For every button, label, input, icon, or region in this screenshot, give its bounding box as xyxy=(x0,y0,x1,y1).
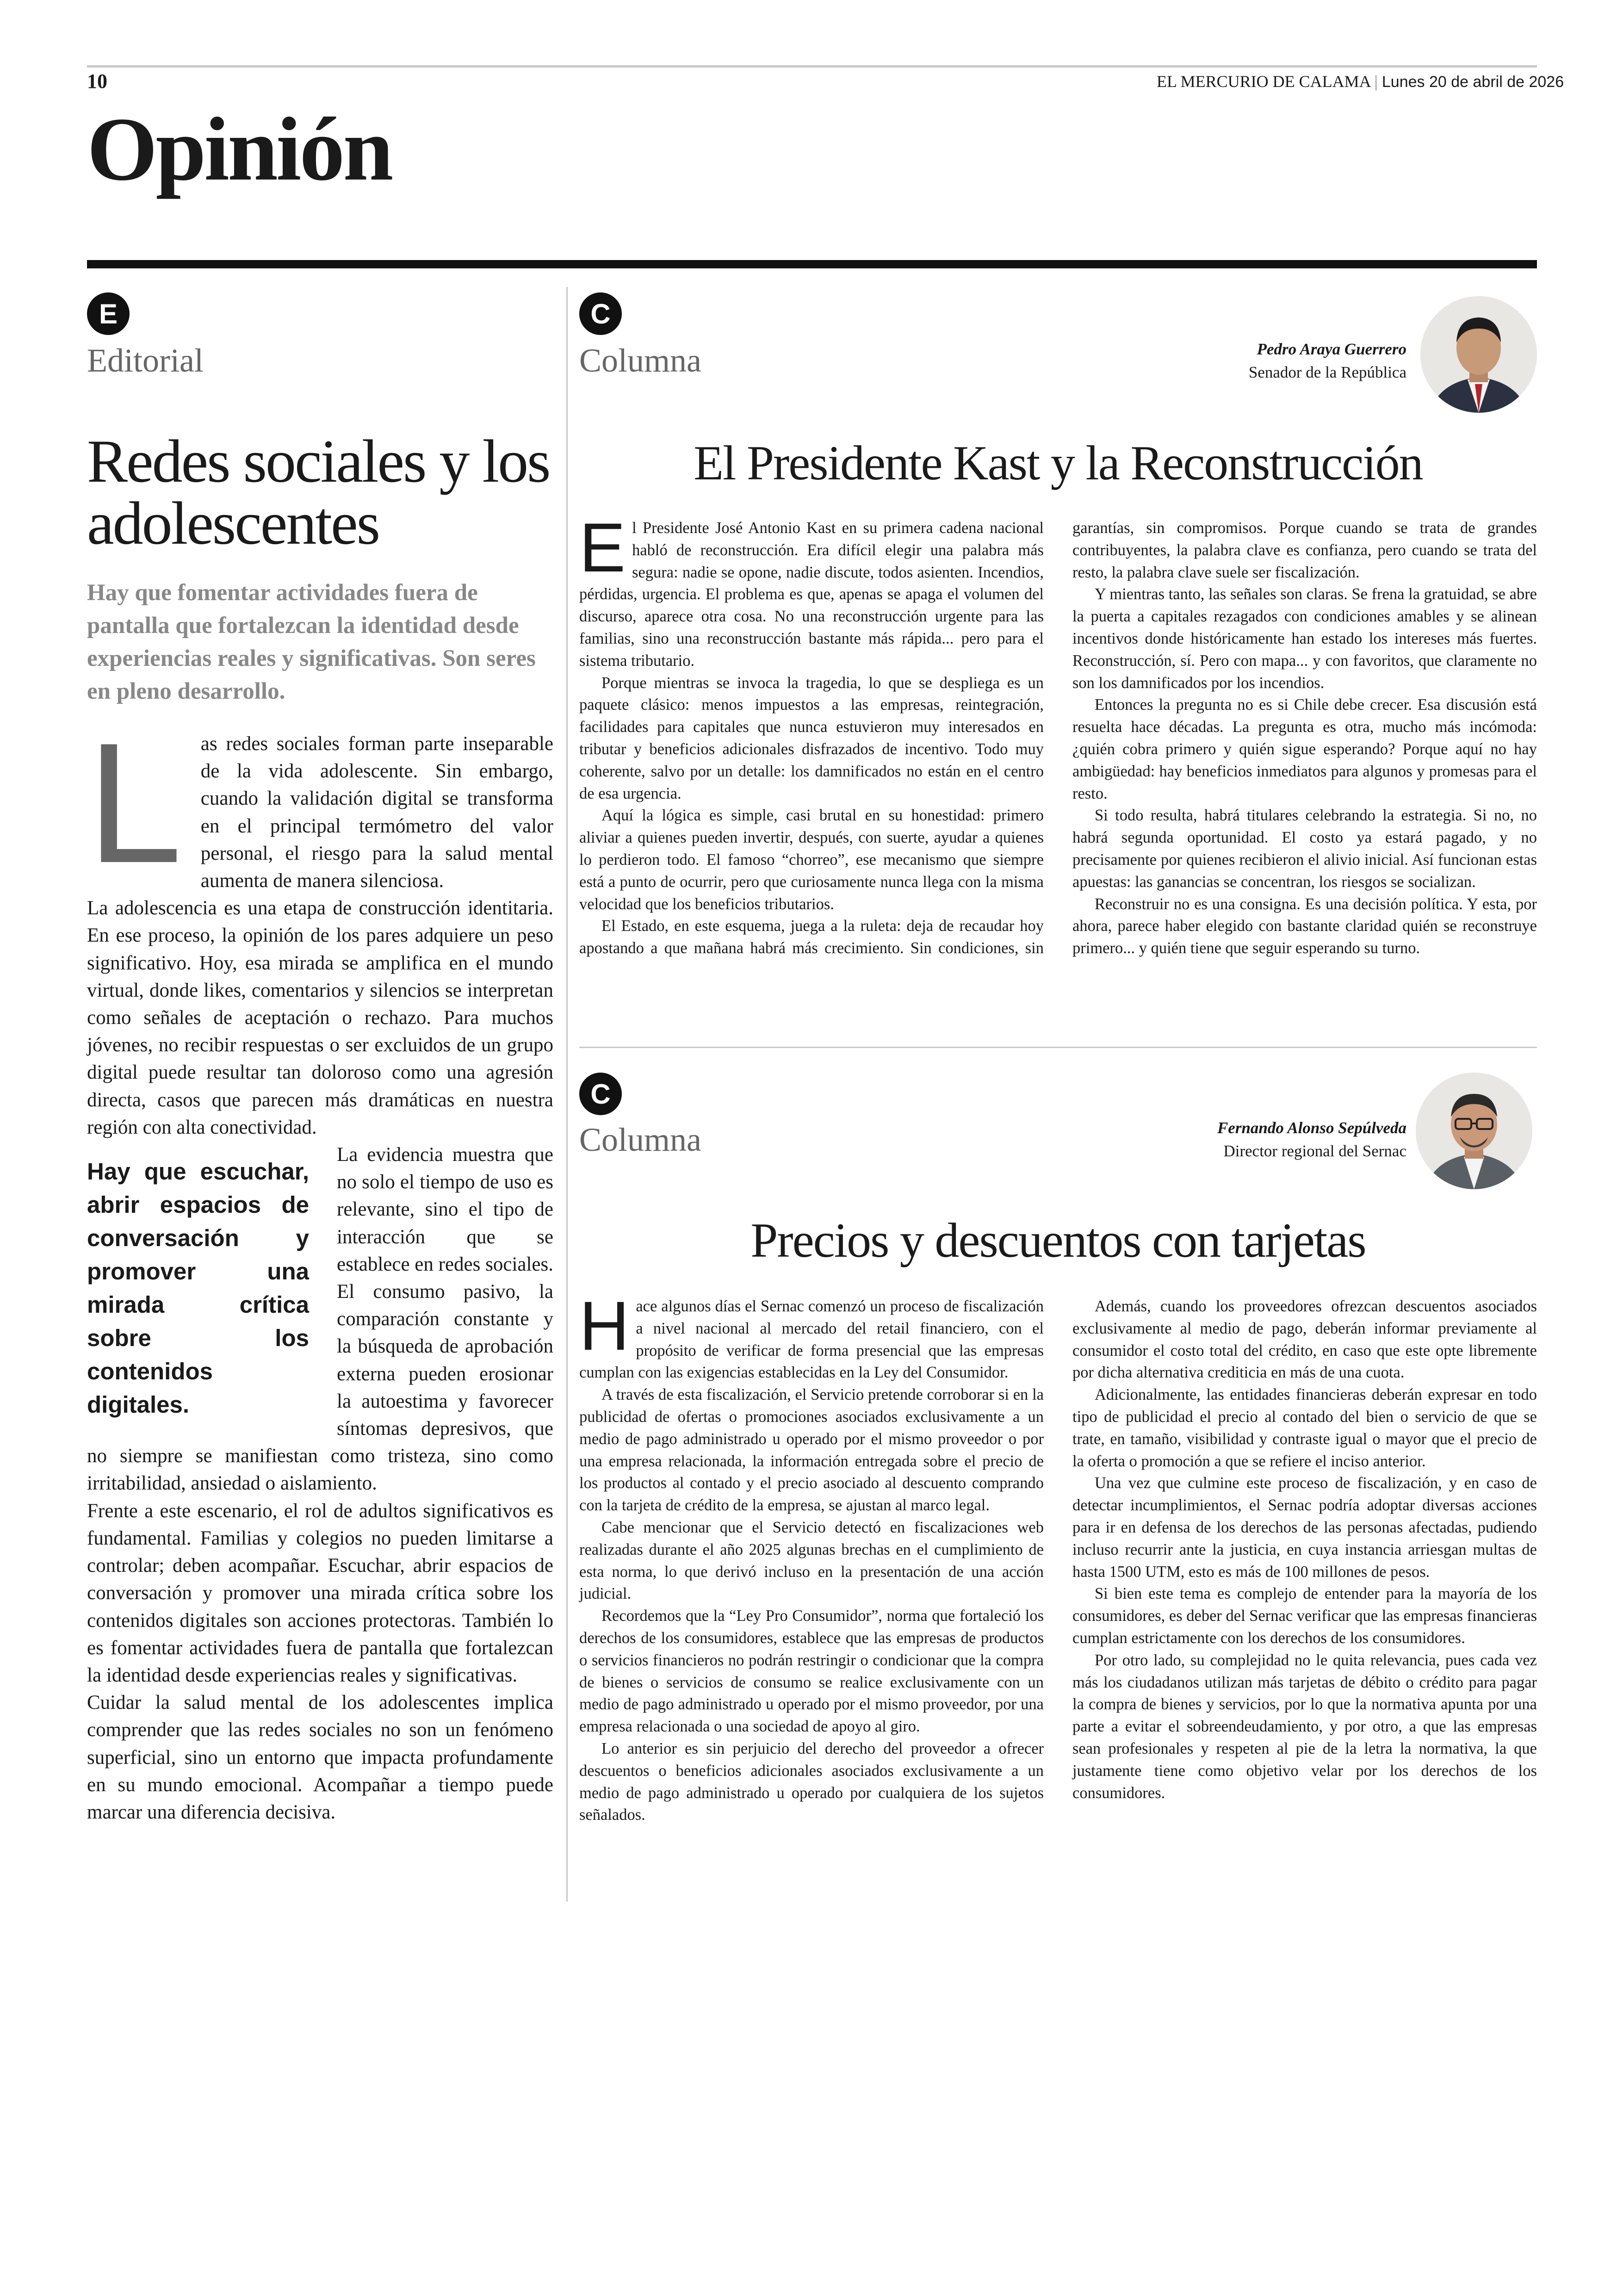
column2-badge: C xyxy=(579,1073,622,1115)
column1-paragraph: Aquí la lógica es simple, casi brutal en su honestidad: primero aliviar a quienes pueden invertir, después, con suerte, ayudar a quienes lo perdieron todo. El famoso “chorreo”, ese mecanismo que siempre está a punto de ocurrir, pero que curiosamente nunca llega con la misma velocidad que los beneficios tributarios. xyxy=(579,807,1044,913)
column2-paragraph: Adicionalmente, las entidades financieras deberán expresar en todo tipo de publicidad el precio al contado del bien o servicio de que se trate, en tamaño, visibilidad y contraste igual o mayor que el precio de la oferta o promoción a que se refiere el inciso anterior. xyxy=(1072,1386,1537,1470)
column-divider xyxy=(566,287,568,1902)
column1-author: Pedro Araya Guerrero xyxy=(1257,340,1406,358)
column2-paragraph: Por otro lado, su complejidad no le quita relevancia, pues cada vez más los ciudadanos utilizan más tarjetas de débito o crédito para pagar la compra de bienes y servicios, por lo que la normativa apunta por una parte a evitar el sobreendeudamiento, y por otro, a que las empresas sean profesionales y respeten al pie de la letra la normativa, la que justamente tiene como objetivo velar por los derechos de los consumidores. xyxy=(1072,1651,1537,1802)
column1-author-role: Senador de la República xyxy=(1248,363,1406,381)
column2-paragraph: Lo anterior es sin perjuicio del derecho del proveedor a ofrecer descuentos o beneficios adicionales asociados exclusivamente a un medio de pago administrado u operado por cualquiera de los sujetos señalados. xyxy=(579,1739,1044,1824)
column2-author: Fernando Alonso Sepúlveda xyxy=(1217,1119,1406,1137)
editorial-paragraph: Cuidar la salud mental de los adolescentes implica comprender que las redes sociales no son un fenómeno superficial, sino un entorno que impacta profundamente en su mundo emocional. Acompañar a tiempo puede marcar una diferencia decisiva. xyxy=(87,1692,553,1823)
column1-dropcap: E xyxy=(579,509,626,586)
column2-paragraph: Si bien este tema es complejo de entender para la mayoría de los consumidores, es deber del Sernac verificar que las empresas financieras cumplan estrictamente con los derechos de los consumidores. xyxy=(1072,1585,1537,1647)
column1-paragraph: Entonces la pregunta no es si Chile debe crecer. Esa discusión está resuelta hace décadas. La pregunta es otra, mucho más incómoda: ¿quién cobra primero y quién sigue esperando? Porque aquí no hay ambigüedad: hay beneficios inmediatos para algunos y promesas para el resto. xyxy=(1072,696,1537,802)
column2-paragraph: Además, cuando los proveedores ofrezcan descuentos asociados exclusivamente al medio de pago, deberán informar previamente al consumidor el costo total del crédito, en caso que este opte libremente por dicha alternativa crediticia en más de una cuota. xyxy=(1072,1297,1537,1382)
section-divider xyxy=(87,260,1537,268)
editorial-pullquote: Hay que escuchar, abrir espacios de conversación y promover una mirada crítica sobre los contenidos digitales. xyxy=(87,1158,309,1418)
editorial-badge: E xyxy=(87,292,130,335)
column2-paragraph: Una vez que culmine este proceso de fiscalización, y en caso de detectar incumplimientos, el Sernac podría adoptar diversas acciones para ir en defensa de los derechos de las personas afectadas, pudiendo incluso recurrir ante la justicia, en cuya instancia arriesgan multas de hasta 1500 UTM, esto es más de 100 millones de pesos. xyxy=(1072,1474,1537,1581)
column2-paragraph: A través de esta fiscalización, el Servicio pretende corroborar si en la publicidad de ofertas o promociones asociados exclusivamente a un medio de pago administrado u operado por el mismo proveedor o por una empresa relacionada, la información entregada sobre el precio de los productos al contado y el precio asociado al descuento comprando con la tarjeta de crédito de la empresa, se ajustan al marco legal. xyxy=(579,1386,1044,1514)
column2-kicker: Columna xyxy=(579,1121,701,1158)
column1-body xyxy=(579,509,1537,1038)
column2-dropcap: H xyxy=(579,1287,630,1365)
editorial-paragraph: as redes sociales forman parte inseparable de la vida adolescente. Sin embargo, cuando la validación digital se transforma en el principal termómetro del valor personal, el riesgo para la salud mental aumenta de manera silenciosa. xyxy=(200,733,553,892)
column1-badge: C xyxy=(579,292,622,335)
editorial-paragraph: Frente a este escenario, el rol de adultos significativos es fundamental. Familias y colegios no pueden limitarse a controlar; deben acompañar. Escuchar, abrir espacios de conversación y promover una mirada crítica sobre los contenidos digitales son acciones protectoras. También lo es fomentar actividades fuera de pantalla que fortalezcan la identidad desde experiencias reales y significativas. xyxy=(87,1500,553,1686)
column1-kicker: Columna xyxy=(579,342,701,379)
masthead xyxy=(1157,72,1564,91)
editorial-lede: Hay que fomentar actividades fuera de pantalla que fortalezcan la identidad desde experiencias reales y significativas. Son seres en pleno desarrollo. xyxy=(87,580,536,704)
editorial-paragraph: La adolescencia es una etapa de construcción identitaria. En ese proceso, la opinión de los pares adquiere un peso significativo. Hoy, esa mirada se amplifica en el mundo virtual, donde likes, comentarios y silencios se interpretan como señales de aceptación o rechazo. Para muchos jóvenes, no recibir respuestas o ser excluidos de un grupo digital puede resultar tan doloroso como una agresión directa, casos que parecen más dramáticas en nuestra región con alta conectividad. xyxy=(87,897,553,1138)
editorial-dropcap: L xyxy=(87,707,182,899)
column2-headline: Precios y descuentos con tarjetas xyxy=(750,1213,1366,1267)
column2-paragraph: Hace algunos días el Sernac comenzó un proceso de fiscalización a nivel nacional al mercado del retail financiero, con el propósito de verificar de forma presencial que las empresas cumplan con las exigencias establecidas en la Ley del Consumidor. xyxy=(579,1287,1044,1382)
editorial-kicker: Editorial xyxy=(87,342,204,379)
column1-author-photo xyxy=(1420,296,1537,413)
column1-paragraph: Porque mientras se invoca la tragedia, lo que se despliega es un paquete clásico: menos impuestos a las empresas, reintegración, facilidades para capitales que nunca estuvieron muy interesados en tributar y beneficios adicionales disfrazados de incentivo. Todo muy coherente, salvo por un detalle: los damnificados no están en el centro de esa urgencia. xyxy=(579,674,1044,802)
column1-paragraph: El Estado, en este esquema, juega a la ruleta: deja de recaudar hoy apostando a que mañana habrá más crecimiento. Sin condiciones, sin garantías, sin compromisos. Porque cuando se trata de grandes contribuyentes, la palabra clave es confianza, pero cuando se trata del resto, la palabra clave suele ser fiscalización. xyxy=(579,519,1537,957)
masthead-separator: | xyxy=(1374,72,1378,91)
editorial-body xyxy=(87,707,553,1826)
editorial-paragraph: La evidencia muestra que no solo el tiempo de uso es relevante, sino el tipo de interacción que se establece en redes sociales. El consumo pasivo, la comparación constante y la búsqueda de aprobación externa pueden erosionar la autoestima y favorecer síntomas depresivos, que no siempre se manifiestan como tristeza, sino como irritabilidad, ansiedad o aislamiento. xyxy=(87,1144,553,1495)
editorial-headline: Redes sociales y los adolescentes xyxy=(87,427,550,557)
column2-author-role: Director regional del Sernac xyxy=(1223,1142,1406,1160)
top-rule xyxy=(87,65,1537,68)
section-title: Opinión xyxy=(87,99,392,199)
newspaper-name: EL MERCURIO DE CALAMA xyxy=(1157,72,1370,91)
column1-paragraph: El Presidente José Antonio Kast en su primera cadena nacional habló de reconstrucción. Era difícil elegir una palabra más segura: nadie se opone, nadie discute, todos asienten. Incendios, pérdidas, urgencia. El problema es que, apenas se apaga el volumen del discurso, aparece otra cosa. No una reconstrucción urgente para las familias, sino una reconstrucción bastante más rápida... pero para el sistema tributario. xyxy=(579,509,1044,670)
column2-paragraph: Cabe mencionar que el Servicio detectó en fiscalizaciones web realizadas durante el año 2025 algunas brechas en el cumplimiento de esta norma, lo que derivó incluso en la presentación de una acción judicial. xyxy=(579,1518,1044,1603)
column2-author-photo xyxy=(1416,1073,1532,1189)
column1-paragraph: Reconstruir no es una consigna. Es una decisión política. Y esta, por ahora, parece haber elegido con bastante claridad quién se reconstruye primero... y quién tiene que seguir esperando su turno. xyxy=(1072,895,1537,957)
column1-paragraph: Y mientras tanto, las señales son claras. Se frena la gratuidad, se abre la puerta a capitales rezagados con condiciones amables y se alinean incentivos donde históricamente han estado los intereses más fuertes. Reconstrucción, sí. Pero con mapa... y con favoritos, que claramente no son los damnificados por los incendios. xyxy=(1072,585,1537,692)
column2-body xyxy=(579,1287,1537,1906)
column1-headline: El Presidente Kast y la Reconstrucción xyxy=(694,436,1423,490)
article-divider xyxy=(579,1047,1537,1048)
page-number: 10 xyxy=(87,70,107,93)
issue-date: Lunes 20 de abril de 2026 xyxy=(1381,73,1564,91)
column1-paragraph: Si todo resulta, habrá titulares celebrando la estrategia. Si no, no habrá segunda oportunidad. El costo ya estará pagado, y no precisamente por quienes recibieron el alivio inicial. Así funcionan estas apuestas: las ganancias se concentran, los riesgos se socializan. xyxy=(1072,807,1537,891)
column2-paragraph: Recordemos que la “Ley Pro Consumidor”, norma que fortaleció los derechos de los consumidores, establece que las empresas de productos o servicios financieros no podrán restringir o condicionar que la compra de bienes o servicios de consumo se realice exclusivamente con un medio de pago administrado u operado por el mismo proveedor, por una empresa relacionada o una sociedad de apoyo al giro. xyxy=(579,1607,1044,1736)
